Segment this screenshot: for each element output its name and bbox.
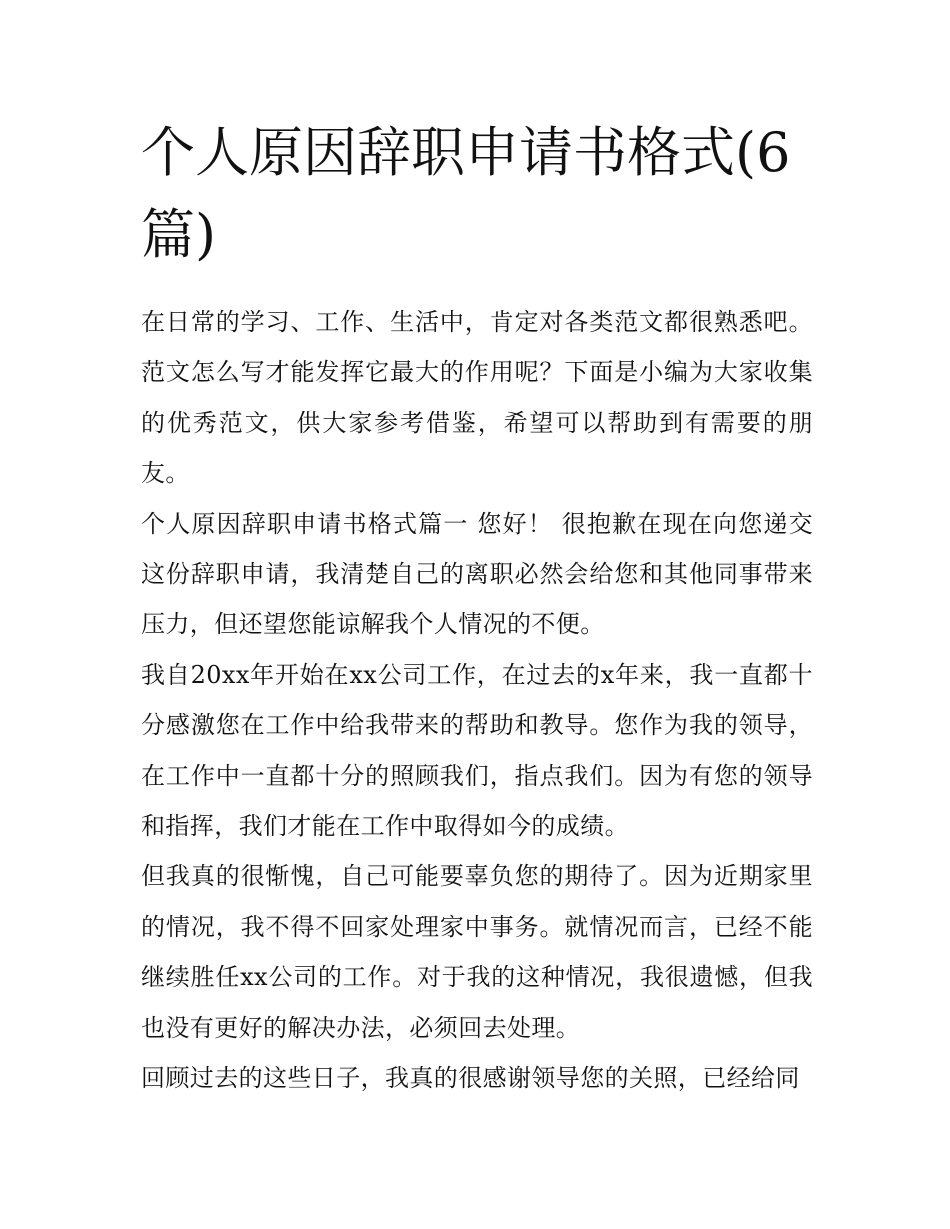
paragraph-review: 回顾过去的这些日子，我真的很感谢领导您的关照，已经给同 xyxy=(141,1064,800,1093)
document-title: 个人原因辞职申请书格式(6篇) xyxy=(141,121,791,266)
paragraph-intro: 在日常的学习、工作、生活中，肯定对各类范文都很熟悉吧。范文怎么写才能发挥它最大的作用呢？下面是小编为大家收集的优秀范文，供大家参考借鉴，希望可以帮助到有需要的朋友。 xyxy=(141,308,813,488)
paragraph-gratitude: 我自20xx年开始在xx公司工作，在过去的x年来，我一直都十分感激您在工作中给我带来的帮助和教导。您作为我的领导，在工作中一直都十分的照顾我们，指点我们。因为有您的领导和指挥，我们才能在工作中取得如今的成绩。 xyxy=(141,660,813,841)
document-body xyxy=(141,297,813,1104)
paragraph-reason: 但我真的很惭愧，自己可能要辜负您的期待了。因为近期家里的情况，我不得不回家处理家中事务。就情况而言，已经不能继续胜任xx公司的工作。对于我的这种情况，我很遗憾，但我也没有更好的解决办法，必须回去处理。 xyxy=(141,862,813,1042)
document-content xyxy=(141,112,813,1104)
paragraph-greeting: 个人原因辞职申请书格式篇一 您好！ 很抱歉在现在向您递交这份辞职申请，我清楚自己的离职必然会给您和其他同事带来压力，但还望您能谅解我个人情况的不便。 xyxy=(141,509,813,639)
